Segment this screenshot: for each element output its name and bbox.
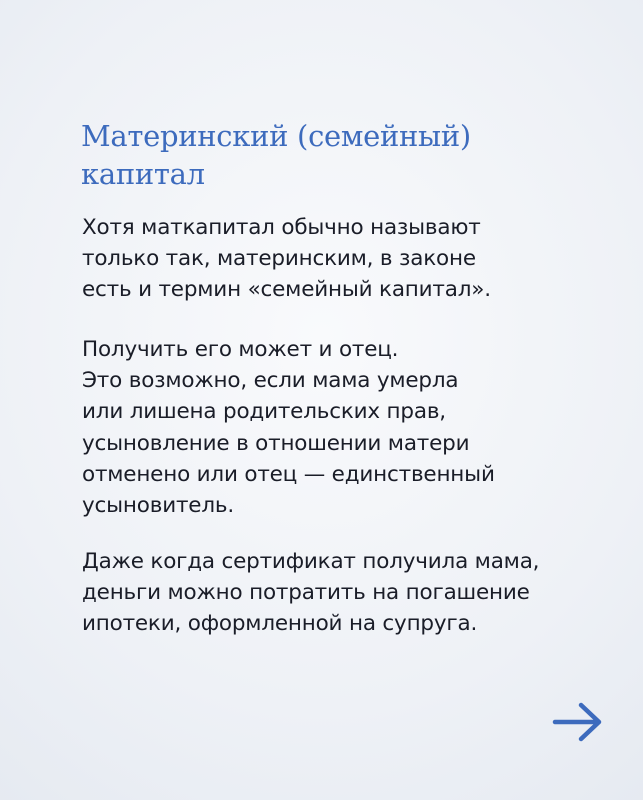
next-slide-button[interactable]	[552, 700, 604, 744]
arrow-right-icon	[552, 700, 604, 744]
paragraph-term-definition: Хотя маткапитал обычно называют только так, материнским, в законе есть и термин «семейный капитал».	[82, 215, 491, 303]
slide-title: Материнский (семейный) капитал	[81, 119, 471, 191]
paragraph-father-eligibility: Получить его может и отец. Это возможно, если мама умерла или лишена родительских прав, усыновление в отношении матери отменено или отец — единственный усыновитель.	[82, 337, 495, 519]
paragraph-spouse-mortgage: Даже когда сертификат получила мама, деньги можно потратить на погашение ипотеки, оформленной на супруга.	[82, 549, 540, 637]
